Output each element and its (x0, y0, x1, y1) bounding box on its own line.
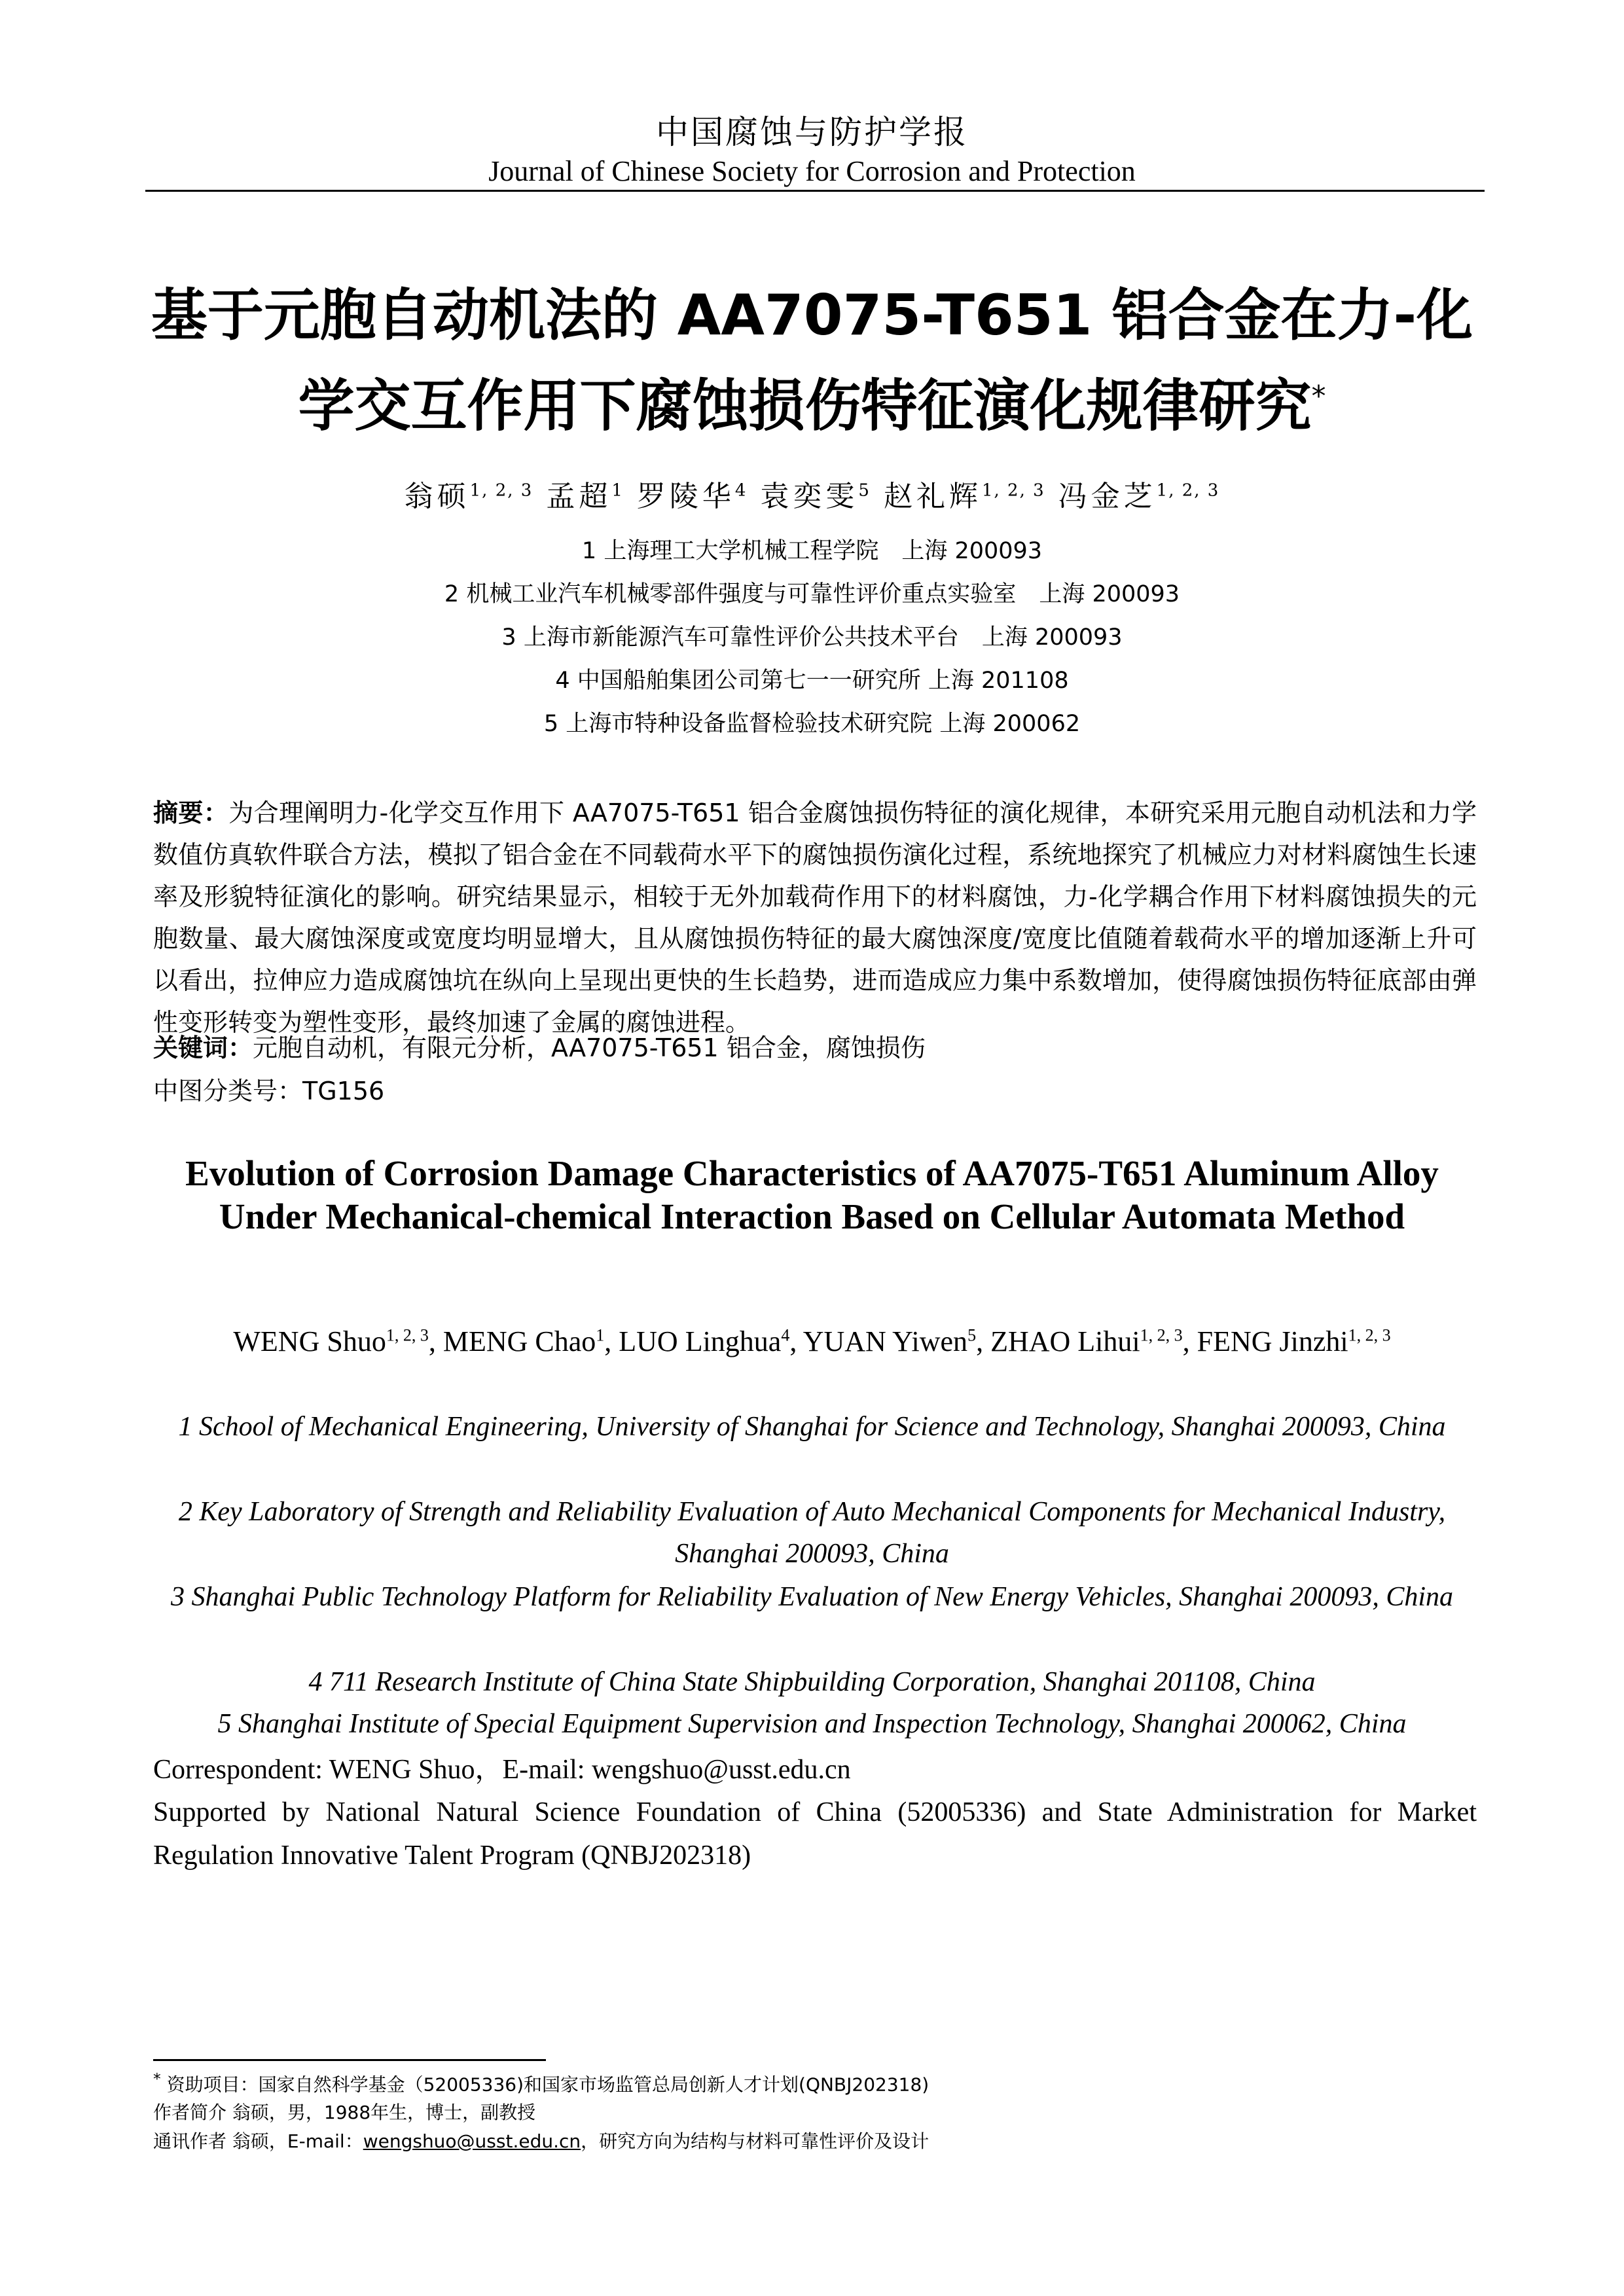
correspondent-en: Correspondent: WENG Shuo，E-mail: wengshuo@usst.edu.cn (153, 1755, 851, 1785)
author-en: FENG Jinzhi$^{1, 2, 3}$ (1197, 1325, 1391, 1357)
author-cn: 孟超$^1$ (546, 480, 624, 513)
affiliation-en: 2 Key Laboratory of Strength and Reliability Evaluation of Auto Mechanical Components for Mechanical Industry, Shanghai 200093, China (178, 1497, 1446, 1569)
funding-statement-en: Supported by National Natural Science Foundation of China (52005336) and State Administration for Market Regulation Innovative Talent Program (QNBJ202318) (153, 1797, 1477, 1871)
author-cn: 冯金芝$^{1, 2, 3}$ (1058, 480, 1220, 513)
affiliation-en: 3 Shanghai Public Technology Platform for Reliability Evaluation of New Energy Vehicles, Shanghai 200093, China (170, 1582, 1454, 1612)
paper-title-cn-line1: 基于元胞自动机法的 AA7075-T651 铝合金在力-化 (151, 283, 1473, 348)
keywords-text: 元胞自动机，有限元分析，AA7075-T651 铝合金，腐蚀损伤 (253, 1033, 926, 1062)
footnote-email-link[interactable]: wengshuo@usst.edu.cn (363, 2130, 581, 2152)
footnote-divider (153, 2059, 546, 2061)
author-cn: 罗陵华$^4$ (636, 480, 748, 513)
affiliation-cn: 5 上海市特种设备监督检验技术研究院 上海 200062 (543, 711, 1081, 737)
keywords-cn (153, 1028, 926, 1064)
classification-number: 中图分类号：TG156 (153, 1077, 385, 1105)
author-en: YUAN Yiwen$^5$, (803, 1325, 991, 1357)
affiliation-cn: 1 上海理工大学机械工程学院 上海 200093 (581, 538, 1043, 564)
journal-title-en: Journal of Chinese Society for Corrosion and Protection (488, 155, 1136, 187)
keywords-label: 关键词： (153, 1033, 253, 1062)
footnote-funding: * 资助项目：国家自然科学基金（52005336)和国家市场监管总局创新人才计划(QNBJ202318) (153, 2070, 929, 2096)
abstract-text: 为合理阐明力-化学交互作用下 AA7075-T651 铝合金腐蚀损伤特征的演化规律，本研究采用元胞自动机法和力学数值仿真软件联合方法，模拟了铝合金在不同载荷水平下的腐蚀损伤演化过程，系统地探究了机械应力对材料腐蚀生长速率及形貌特征演化的影响。研究结果显示，相较于无外加载荷作用下的材料腐蚀，力-化学耦合作用下材料腐蚀损失的元胞数量、最大腐蚀深度或宽度均明显增大，且从腐蚀损伤特征的最大腐蚀深度/宽度比值随着载荷水平的增加逐渐上升可以看出，拉伸应力造成腐蚀坑在纵向上呈现出更快的生长趋势，进而造成应力集中系数增加，使得腐蚀损伤特征底部由弹性变形转变为塑性变形，最终加速了金属的腐蚀进程。 (153, 798, 1477, 1037)
abstract-label: 摘要： (153, 798, 229, 827)
abstract-cn (153, 792, 1477, 1043)
footnote-author: 作者简介 翁硕，男，1988年生，博士，副教授 (153, 2102, 536, 2123)
affiliation-cn: 4 中国船舶集团公司第七一一研究所 上海 201108 (555, 668, 1069, 694)
author-cn: 袁奕雯$^5$ (760, 480, 871, 513)
journal-title-cn: 中国腐蚀与防护学报 (656, 113, 968, 151)
footnote-correspondent: 通讯作者 翁硕，E-mail：wengshuo@usst.edu.cn，研究方向为结构与材料可靠性评价及设计 (153, 2130, 929, 2152)
author-en: WENG Shuo$^{1, 2, 3}$, (233, 1325, 443, 1357)
authors-en (151, 1317, 1473, 1360)
affiliation-en: 4 711 Research Institute of China State Shipbuilding Corporation, Shanghai 201108, China (308, 1667, 1316, 1697)
author-cn: 翁硕$^{1, 2, 3}$ (404, 480, 533, 513)
paper-title-en: Evolution of Corrosion Damage Characteristics of AA7075-T651 Aluminum Alloy Under Mechanical-chemical Interaction Based on Cellular Automata Method (185, 1153, 1439, 1236)
affiliation-en: 5 Shanghai Institute of Special Equipment Supervision and Inspection Technology, Shanghai 200062, China (217, 1709, 1407, 1739)
authors-cn (0, 473, 1624, 514)
affiliation-cn: 2 机械工业汽车机械零部件强度与可靠性评价重点实验室 上海 200093 (444, 581, 1180, 607)
author-en: MENG Chao$^1$, (442, 1325, 619, 1357)
paper-title-cn (0, 275, 1624, 447)
affiliation-en: 1 School of Mechanical Engineering, University of Shanghai for Science and Technology, Shanghai 200093, China (178, 1412, 1446, 1442)
title-footnote-mark: * (1311, 380, 1326, 413)
author-cn: 赵礼辉$^{1, 2, 3}$ (883, 480, 1045, 513)
affiliation-cn: 3 上海市新能源汽车可靠性评价公共技术平台 上海 200093 (501, 624, 1123, 651)
paper-title-cn-line2: 学交互作用下腐蚀损伤特征演化规律研究* (298, 373, 1326, 439)
author-en: LUO Linghua$^4$, (619, 1325, 803, 1357)
author-en: ZHAO Lihui$^{1, 2, 3}$, (990, 1325, 1197, 1357)
header-divider (145, 190, 1485, 192)
